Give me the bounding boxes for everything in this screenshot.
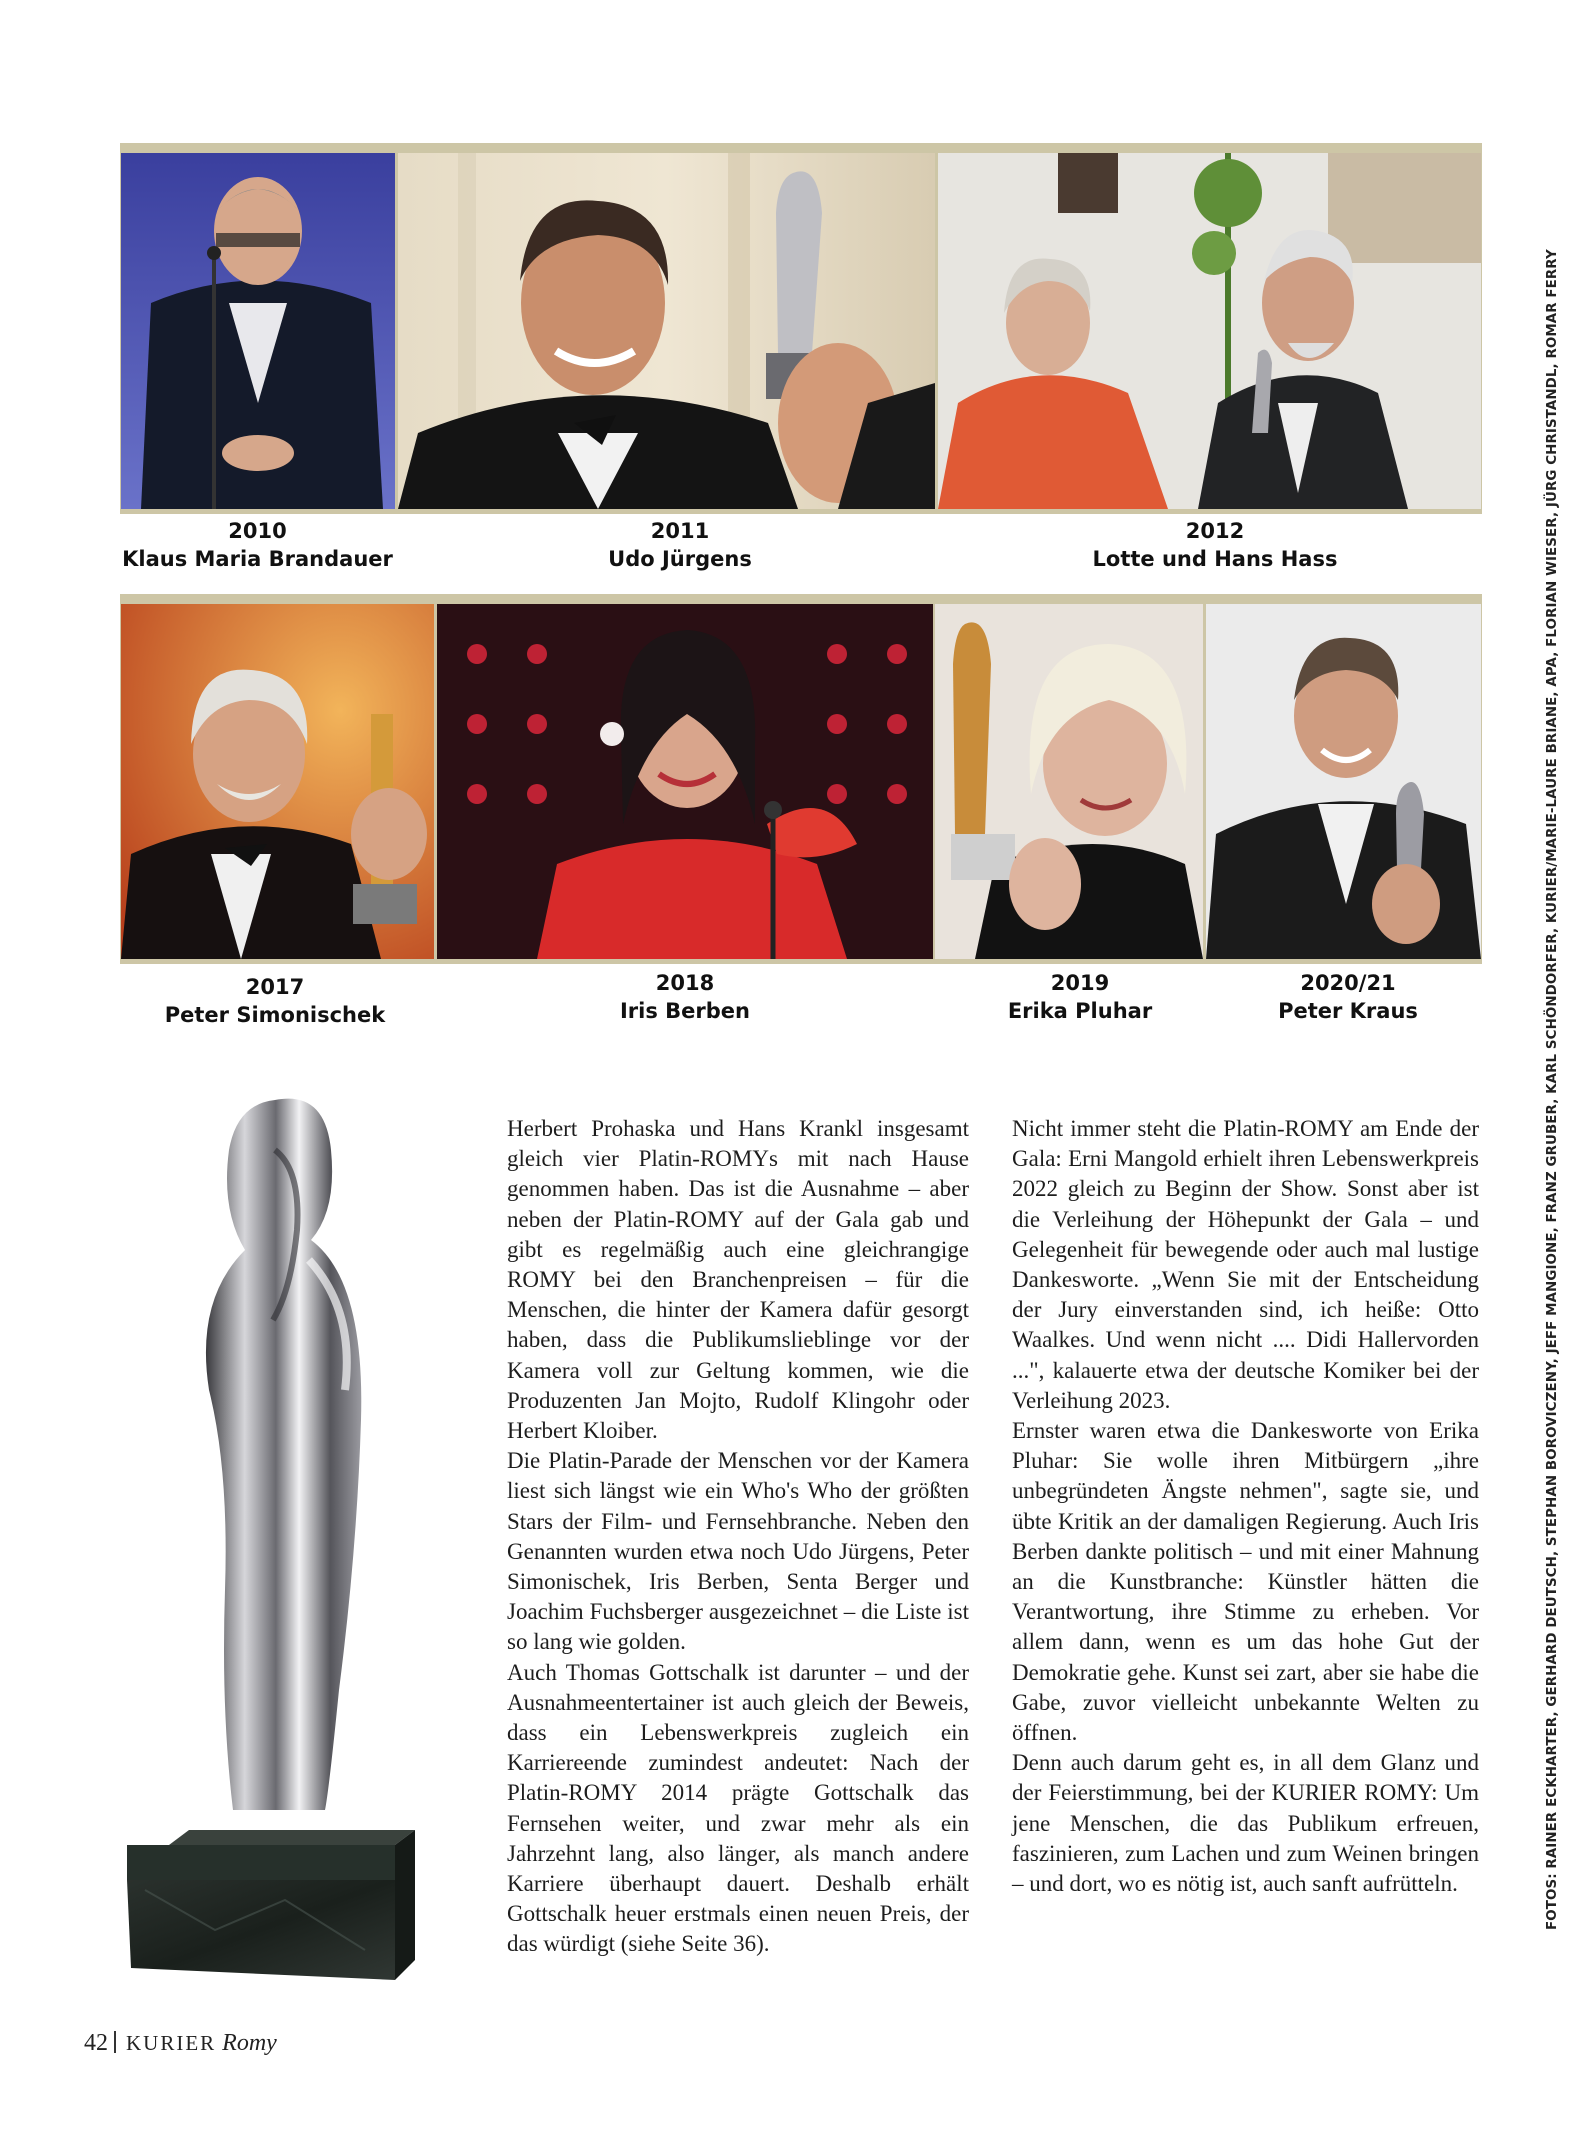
photo-lotte-und-hans-hass: [938, 153, 1481, 509]
caption-year: 2012: [1185, 519, 1245, 543]
caption-2012: [1080, 517, 1350, 573]
caption-name: Udo Jürgens: [608, 547, 752, 571]
caption-2019: [980, 969, 1180, 1025]
photo-erika-pluhar: [935, 604, 1203, 959]
caption-2018: [585, 969, 785, 1025]
article-column-right: [1012, 1114, 1479, 1899]
caption-year: 2018: [655, 971, 715, 995]
paragraph: Auch Thomas Gottschalk ist darunter – und der Ausnahmeentertainer ist auch gleich der Beweis, dass ein Lebenswerkpreis zugleich ein Karriereende zumindest andeutet: Nach der Platin-ROMY 2014 prägte Gottschalk das Fernsehen weiter, und zwar mehr als ein Jahrzehnt lang, also länger, als manch andere Karriere überhaupt dauert. Deshalb erhält Gottschalk heuer erstmals einen neuen Preis, der das würdigt (siehe Seite 36).: [507, 1659, 969, 1957]
caption-name: Peter Simonischek: [164, 1003, 386, 1027]
caption-name: Erika Pluhar: [1007, 999, 1153, 1023]
photo-peter-simonischek: [121, 604, 434, 959]
caption-name: Lotte und Hans Hass: [1092, 547, 1338, 571]
photo-credit: FOTOS: RAINER ECKHARTER, GERHARD DEUTSCH, STEPHAN BOROVICZENY, JEFF MANGIONE, FRANZ GRUBER, KARL SCHÖNDORFER, KURIER/MARIE-LAURE BRIANE, APA, FLORIAN WIESER, JÜRG CHRISTANDL, ROMAR FERRY: [1545, 249, 1560, 1930]
photo-iris-berben: [437, 604, 933, 959]
caption-name: Klaus Maria Brandauer: [122, 547, 393, 571]
photo-udo-juergens: [398, 153, 935, 509]
footer-magazine: Romy: [222, 2030, 277, 2056]
caption-year: 2019: [1050, 971, 1110, 995]
platin-romy-statuette: [125, 1090, 425, 1980]
page-number: 42: [84, 2030, 108, 2056]
caption-year: 2010: [228, 519, 287, 543]
caption-2017: [140, 973, 410, 1029]
caption-year: 2017: [245, 975, 305, 999]
caption-2011: [560, 517, 800, 573]
caption-year: 2011: [650, 519, 710, 543]
page-footer: [84, 2030, 277, 2057]
caption-2020-21: [1248, 969, 1448, 1025]
caption-name: Iris Berben: [619, 999, 750, 1023]
paragraph: Ernster waren etwa die Dankesworte von Erika Pluhar: Sie wolle ihren Mitbürgern „ihre unbegründeten Ängste nehmen", sagte sie, und übte Kritik an der damaligen Regierung. Auch Iris Berben dankte politisch – und mit einer Mahnung an die Kunstbranche: Künstler hätten die Verantwortung, ihre Stimme zu erheben. Vor allem dann, wenn es um das hohe Gut der Demokratie gehe. Kunst sei zart, aber sie habe die Gabe, zuvor vielleicht unbekannte Welten zu öffnen.: [1012, 1418, 1479, 1746]
caption-2010: [120, 517, 395, 573]
paragraph: Nicht immer steht die Platin-ROMY am Ende der Gala: Erni Mangold erhielt ihren Lebenswerkpreis 2022 gleich zu Beginn der Show. Sonst aber ist die Verleihung der Höhepunkt der Gala – und Gelegenheit für bewegende oder auch mal lustige Dankesworte. „Wenn Sie mit der Entscheidung der Jury einverstanden sind, ich heiße: Otto Waalkes. Und wenn nicht .... Didi Hallervorden ...", kalauerte etwa der deutsche Komiker bei der Verleihung 2023.: [1012, 1116, 1479, 1413]
photo-peter-kraus: [1206, 604, 1481, 959]
paragraph: Denn auch darum geht es, in all dem Glanz und der Feierstimmung, bei der KURIER ROMY: Um jene Menschen, die das Publikum erfreuen, faszinieren, zum Lachen und zum Weinen bringen – und dort, wo es nötig ist, auch sanft aufrütteln.: [1012, 1750, 1479, 1897]
paragraph: Herbert Prohaska und Hans Krankl insgesamt gleich vier Platin-ROMYs mit nach Hause genommen haben. Das ist die Ausnahme – aber neben der Platin-ROMY auf der Gala gab und gibt es regelmäßig auch eine gleichrangige ROMY bei den Branchenpreisen – für die Menschen, die hinter der Kamera dafür gesorgt haben, dass die Publikumslieblinge vor der Kamera voll zur Geltung kommen, wie die Produzenten Jan Mojto, Rudolf Klingohr oder Herbert Kloiber.: [507, 1116, 969, 1444]
footer-divider: [114, 2031, 116, 2053]
caption-name: Peter Kraus: [1278, 999, 1418, 1023]
article-column-left: [507, 1114, 969, 1960]
footer-brand: KURIER: [126, 2031, 217, 2055]
paragraph: Die Platin-Parade der Menschen vor der Kamera liest sich längst wie ein Who's Who der größten Stars der Film- und Fernsehbranche. Neben den Genannten wurden etwa noch Udo Jürgens, Peter Simonischek, Iris Berben, Senta Berger und Joachim Fuchsberger ausgezeichnet – die Liste ist so lang wie golden.: [507, 1448, 969, 1655]
caption-year: 2020/21: [1300, 971, 1396, 995]
photo-klaus-maria-brandauer: [121, 153, 395, 509]
